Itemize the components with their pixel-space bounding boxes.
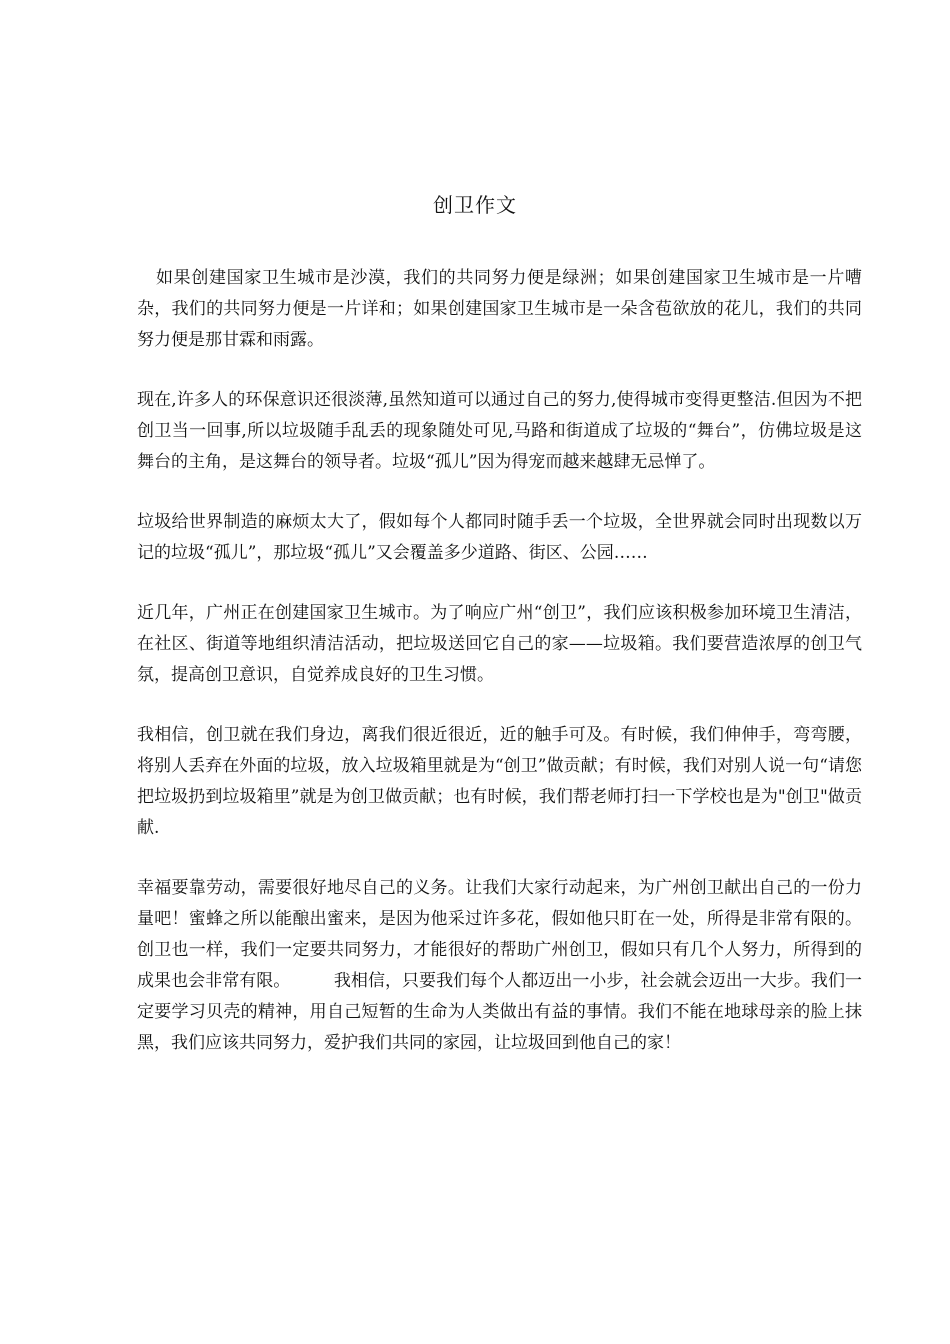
paragraph-5: 我相信，创卫就在我们身边，离我们很近很近，近的触手可及。有时候，我们伸伸手，弯弯腰，将别人丢弃在外面的垃圾，放入垃圾箱里就是为“创卫”做贡献；有时候，我们对别人说一句“请您把垃圾扔到垃圾箱里”就是为创卫做贡献；也有时候，我们帮老师打扫一下学校也是为"创卫"做贡献. (137, 725, 862, 838)
paragraph-2: 现在,许多人的环保意识还很淡薄,虽然知道可以通过自己的努力,使得城市变得更整洁.但因为不把创卫当一回事,所以垃圾随手乱丢的现象随处可见,马路和街道成了垃圾的“舞台”，仿佛垃圾是这舞台的主角，是这舞台的领导者。垃圾“孤儿”因为得宠而越来越肆无忌惮了。 (137, 390, 862, 472)
document-body (137, 263, 862, 1088)
paragraph-4: 近几年，广州正在创建国家卫生城市。为了响应广州“创卫”，我们应该积极参加环境卫生清洁，在社区、街道等地组织清洁活动，把垃圾送回它自己的家——垃圾箱。我们要营造浓厚的创卫气氛，提高创卫意识，自觉养成良好的卫生习惯。 (137, 603, 862, 685)
document-title: 创卫作文 (433, 193, 517, 217)
paragraph-3: 垃圾给世界制造的麻烦太大了，假如每个人都同时随手丢一个垃圾，全世界就会同时出现数以万记的垃圾“孤儿”，那垃圾“孤儿”又会覆盖多少道路、街区、公园…… (137, 512, 862, 563)
paragraph-1: 如果创建国家卫生城市是沙漠，我们的共同努力便是绿洲；如果创建国家卫生城市是一片嘈杂，我们的共同努力便是一片详和；如果创建国家卫生城市是一朵含苞欲放的花儿，我们的共同努力便是那甘霖和雨露。 (137, 268, 862, 350)
paragraph-6: 幸福要靠劳动，需要很好地尽自己的义务。让我们大家行动起来，为广州创卫献出自己的一份力量吧！蜜蜂之所以能酿出蜜来，是因为他采过许多花，假如他只盯在一处，所得是非常有限的。创卫也一样，我们一定要共同努力，才能很好的帮助广州创卫，假如只有几个人努力，所得到的成果也会非常有限。 我相信，只要我们每个人都迈出一小步，社会就会迈出一大步。我们一定要学习贝壳的精神，用自己短暂的生命为人类做出有益的事情。我们不能在地球母亲的脸上抹黑，我们应该共同努力，爱护我们共同的家园，让垃圾回到他自己的家！ (137, 878, 862, 1053)
